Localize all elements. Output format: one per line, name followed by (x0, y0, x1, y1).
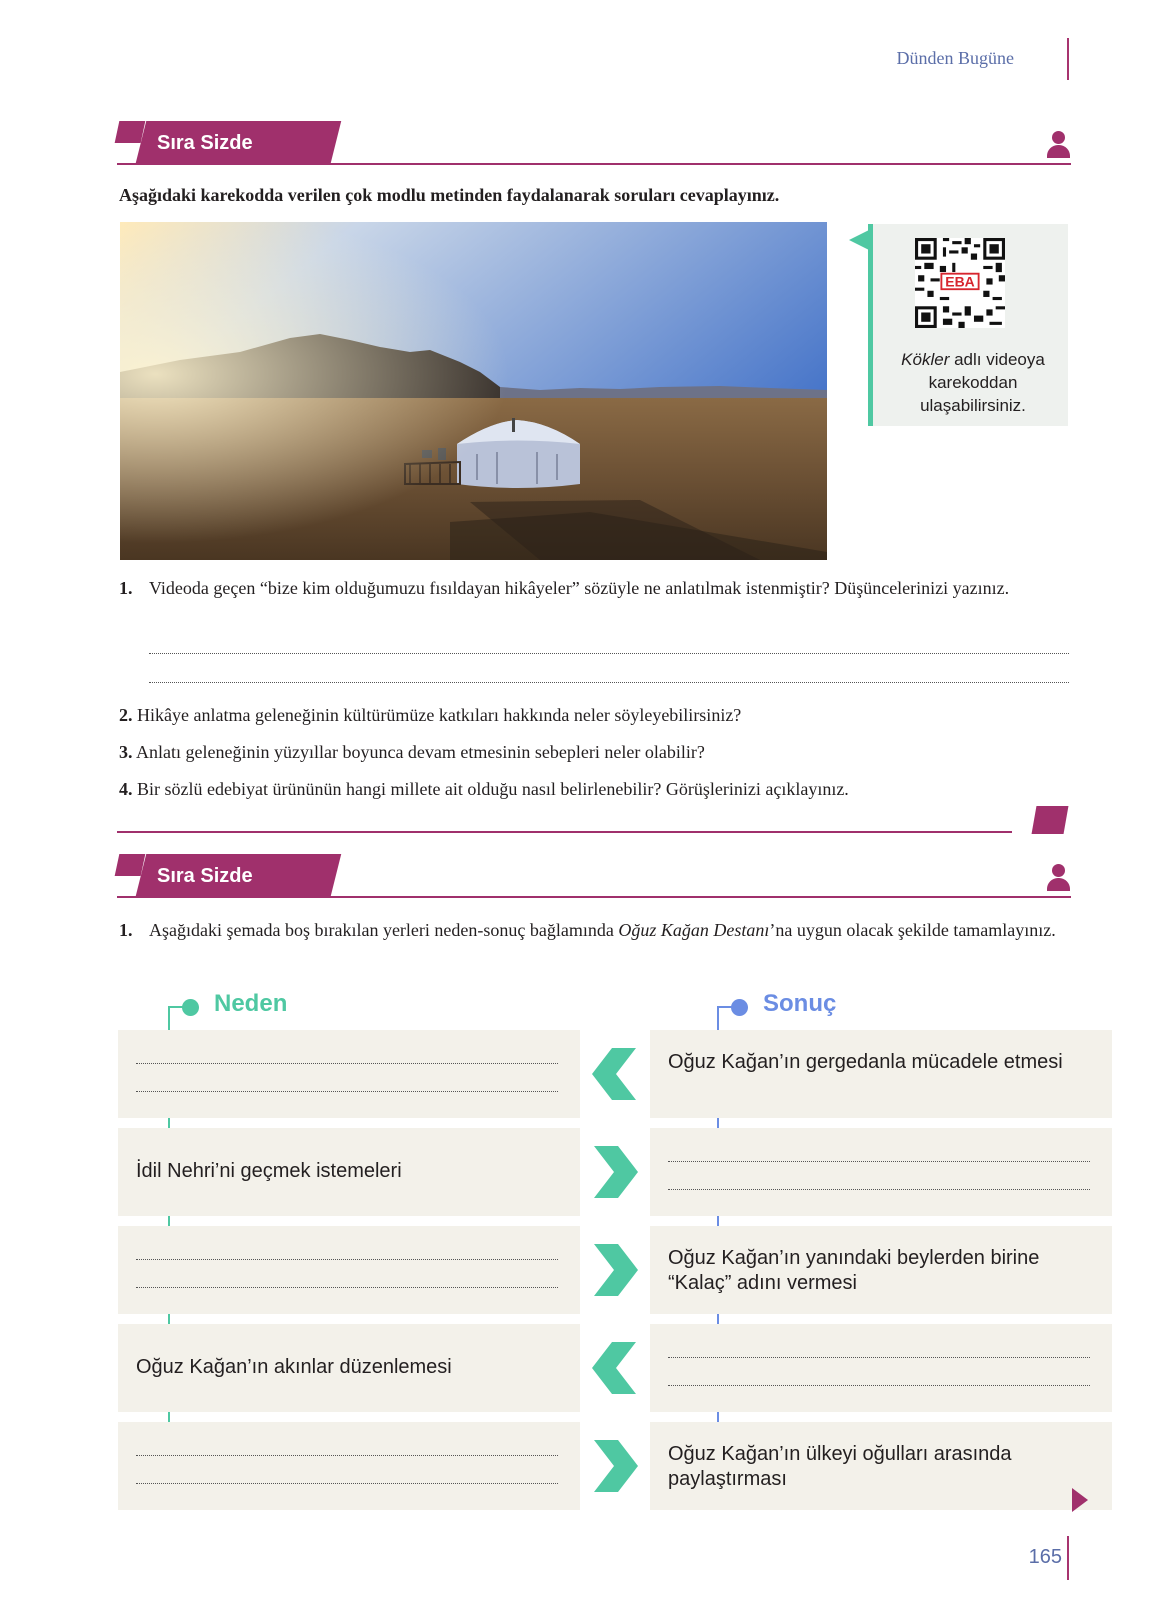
answer-line[interactable] (668, 1385, 1090, 1386)
sonuc-header (717, 990, 867, 1030)
question-number: 4. (119, 779, 133, 799)
question-number: 2. (119, 705, 133, 725)
neden-cell-blank[interactable] (118, 1030, 580, 1118)
neden-cell (118, 1324, 580, 1412)
answer-line[interactable] (136, 1287, 558, 1288)
answer-line[interactable] (136, 1483, 558, 1484)
sonuc-cell-blank[interactable] (650, 1128, 1112, 1216)
sonuc-cell (650, 1422, 1112, 1510)
section-end-marker (1032, 806, 1069, 834)
page-number-divider (1067, 1536, 1069, 1580)
sonuc-cell-blank[interactable] (650, 1324, 1112, 1412)
answer-line[interactable] (136, 1091, 558, 1092)
person-icon (1045, 864, 1071, 892)
answer-line[interactable] (668, 1161, 1090, 1162)
question-1 (119, 575, 1069, 601)
chevron-right-icon (594, 1440, 638, 1492)
section-header-1 (117, 121, 1071, 167)
answer-line[interactable] (668, 1357, 1090, 1358)
answer-line[interactable] (136, 1063, 558, 1064)
section-end-line (117, 831, 1012, 833)
question-2 (119, 702, 741, 728)
person-icon (1045, 131, 1071, 159)
sonuc-text: Oğuz Kağan’ın gergedanla mücadele etmesi (668, 1051, 1063, 1073)
running-header: Dünden Bugüne (896, 48, 1014, 68)
section-title: Sıra Sizde (157, 865, 253, 887)
neden-cell-blank[interactable] (118, 1422, 580, 1510)
qr-caption (883, 348, 1063, 417)
sonuc-text: Oğuz Kağan’ın yanındaki beylerden birine “Kalaç” adını vermesi (668, 1247, 1040, 1294)
chevron-right-icon (594, 1244, 638, 1296)
section-header-2 (117, 854, 1071, 900)
page-number: 165 (1028, 1546, 1062, 1568)
question-number: 1. (119, 578, 133, 598)
header-divider (1067, 38, 1069, 80)
question-number: 3. (119, 742, 133, 762)
neden-header (168, 990, 318, 1030)
chevron-left-icon (592, 1342, 636, 1394)
eba-badge: EBA (945, 273, 975, 290)
sonuc-cell (650, 1226, 1112, 1314)
answer-line[interactable] (668, 1189, 1090, 1190)
question-number: 1. (119, 920, 133, 940)
chevron-left-icon (592, 1048, 636, 1100)
qr-info-box (868, 224, 1068, 426)
section-title: Sıra Sizde (157, 132, 253, 154)
sonuc-text: Oğuz Kağan’ın ülkeyi oğulları arasında paylaştırması (668, 1443, 1012, 1490)
question-text: Videoda geçen “bize kim olduğumuzu fısıldayan hikâyeler” sözüyle ne anlatılmak istenmiştir? Düşüncelerinizi yazınız. (149, 578, 1010, 598)
neden-dot (182, 999, 199, 1016)
question-text: Anlatı geleneğinin yüzyıllar boyunca devam etmesinin sebepleri neler olabilir? (136, 742, 705, 762)
neden-text: Oğuz Kağan’ın akınlar düzenlemesi (136, 1356, 452, 1378)
neden-cell-blank[interactable] (118, 1226, 580, 1314)
qr-code-icon[interactable] (915, 238, 1005, 328)
sonuc-label: Sonuç (763, 990, 837, 1017)
section-underline (117, 163, 1071, 165)
video-title: Kökler (901, 350, 950, 369)
instruction-text: Aşağıdaki karekodda verilen çok modlu metinden faydalanarak soruları cevaplayınız. (119, 185, 780, 205)
next-page-arrow-icon[interactable] (1072, 1488, 1088, 1512)
answer-line[interactable] (149, 682, 1069, 683)
neden-text: İdil Nehri’ni geçmek istemeleri (136, 1160, 402, 1182)
question-text: Hikâye anlatma geleneğinin kültürümüze katkıları hakkında neler söyleyebilirsiniz? (137, 705, 742, 725)
neden-cell (118, 1128, 580, 1216)
chevron-right-icon (594, 1146, 638, 1198)
question-3 (119, 739, 705, 765)
answer-line[interactable] (136, 1455, 558, 1456)
answer-line[interactable] (149, 653, 1069, 654)
yurt-landscape-photo (120, 222, 827, 560)
section-underline (117, 896, 1071, 898)
sonuc-dot (731, 999, 748, 1016)
sonuc-cell (650, 1030, 1112, 1118)
qr-pointer (849, 230, 869, 250)
qr-caption-rest: adlı videoya karekoddan ulaşabilirsiniz. (920, 350, 1045, 415)
neden-label: Neden (214, 990, 288, 1017)
question-text: Aşağıdaki şemada boş bırakılan yerleri neden-sonuç bağlamında Oğuz Kağan Destanı’na uygun olacak şekilde tamamlayınız. (149, 920, 1056, 940)
answer-line[interactable] (136, 1259, 558, 1260)
question-4 (119, 776, 849, 802)
question-text: Bir sözlü edebiyat ürününün hangi millete ait olduğu nasıl belirlenebilir? Görüşlerinizi açıklayınız. (137, 779, 849, 799)
